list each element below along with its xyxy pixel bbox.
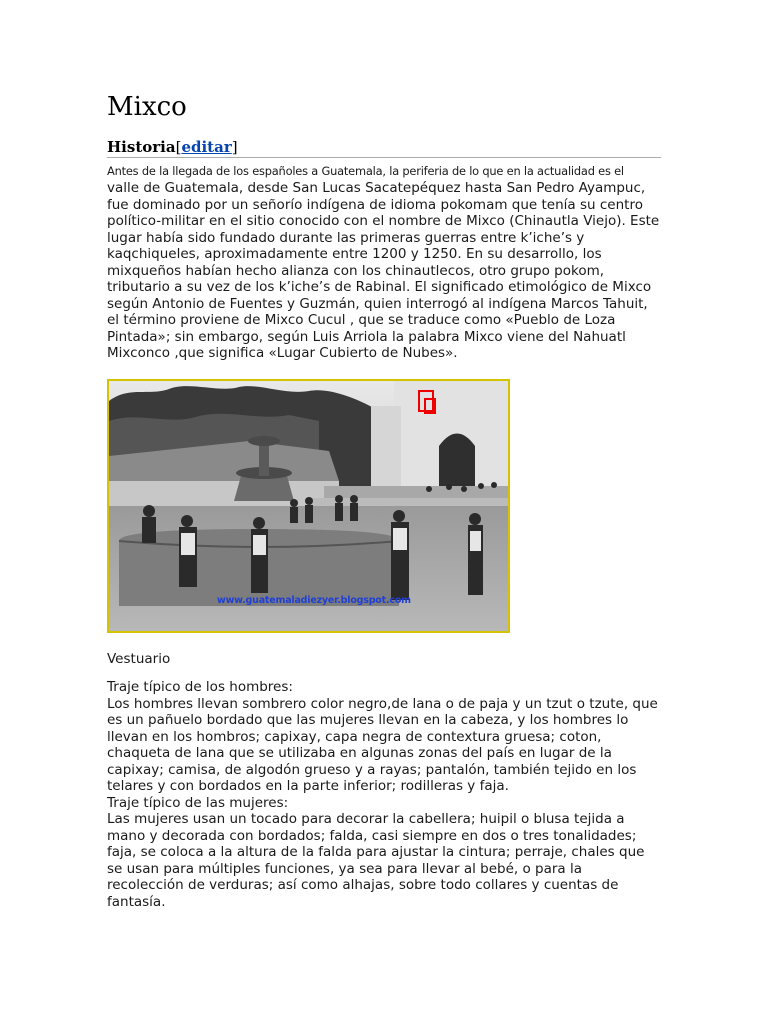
photo-watermark: www.guatemaladiezyer.blogspot.com: [217, 595, 411, 606]
history-paragraph: valle de Guatemala, desde San Lucas Sacatepéquez hasta San Pedro Ayampuc, fue dominado por un señorío indígena de idioma pokomam que tenía su centro político-militar en el sitio conocido con el nombre de Mixco (Chinautla Viejo). Este lugar había sido fundado durante las primeras guerras entre k’iche’s y kaqchiqueles, aproximadamente entre 1200 y 1250. En su desarrollo, los mixqueños habían hecho alianza con los chinautlecos, otro grupo pokom, tributario a su vez de los k’iche’s de Rabinal. El significado etimológico de Mixco según Antonio de Fuentes y Guzmán, quien interrogó al indígena Marcos Tahuit, el término proviene de Mixco Cucul , que se traduce como «Pueblo de Loza Pintada»; sin embargo, según Luis Arriola la palabra Mixco viene del Nahuatl Mixconco ,que significa «Lugar Cubierto de Nubes».: [107, 180, 660, 361]
vestuario-content: [107, 679, 661, 910]
history-paragraph-first-line: Antes de la llegada de los españoles a Guatemala, la periferia de lo que en la actualidad es el: [107, 164, 624, 178]
page-title: Mixco: [107, 92, 187, 122]
section-heading-historia: [107, 138, 661, 158]
women-paragraph: Las mujeres usan un tocado para decorar la cabellera; huipil o blusa tejida a mano y decorada con bordados; falda, casi siempre en dos o tres tonalidades; faja, se coloca a la altura de la falda para ajustar la cintura; perraje, chales que se usan para múltiples funciones, ya sea para llevar al bebé, o para la recolección de verduras; así como alhajas, sobre todo collares y cuentas de fantasía.: [107, 811, 645, 910]
edit-bracket-open: [: [175, 138, 182, 156]
section-heading-vestuario: Vestuario: [107, 651, 171, 667]
men-heading: Traje típico de los hombres:: [107, 679, 293, 695]
edit-link[interactable]: editar: [181, 138, 232, 156]
section-heading-label: Historia: [107, 138, 176, 156]
women-heading: Traje típico de las mujeres:: [107, 794, 289, 811]
edit-bracket-close: ]: [231, 138, 238, 156]
photo-illustration: [109, 381, 508, 631]
men-paragraph: Los hombres llevan sombrero color negro,de lana o de paja y un tzut o tzute, que es un pañuelo bordado que las mujeres llevan en la cabeza, y los hombres lo llevan en los hombros; capixay, capa negra de contextura gruesa; coton, chaqueta de lana que se utilizaba en algunas zonas del país en lugar de la capixay; camisa, de algodón grueso y a rayas; pantalón, también tejido en los telares y con bordados en la parte inferior; rodilleras y faja.: [107, 695, 658, 794]
historical-photo: [107, 379, 510, 633]
